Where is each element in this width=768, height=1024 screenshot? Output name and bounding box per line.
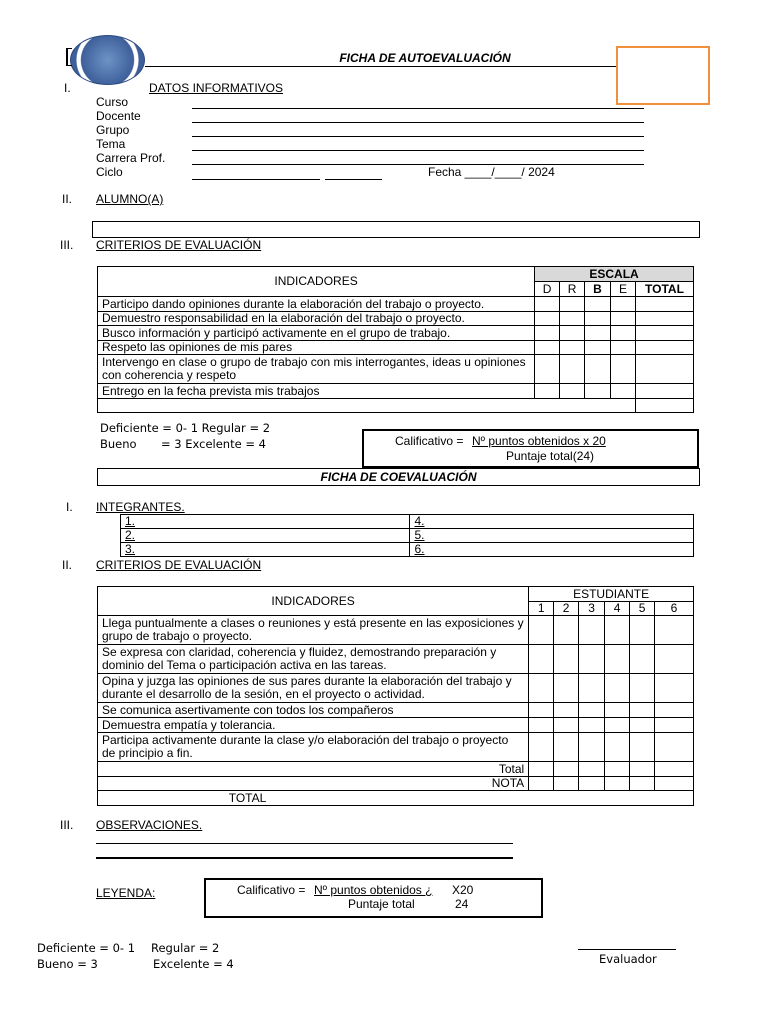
section-heading: OBSERVACIONES. <box>96 818 203 832</box>
nota-label: NOTA <box>98 777 529 791</box>
calificativo-label: Calificativo = <box>237 883 306 897</box>
section-heading: CRITERIOS DE EVALUACIÓN <box>96 558 262 572</box>
section-number: II. <box>62 192 73 206</box>
evaluador-label: Evaluador <box>599 952 657 966</box>
section-heading: INTEGRANTES. <box>96 500 185 514</box>
indicadores-header: INDICADORES <box>98 587 529 616</box>
calificativo-formula: Nº puntos obtenidos ¿ <box>314 883 433 897</box>
field-label-tema: Tema <box>96 137 126 151</box>
section-number: III. <box>60 818 74 832</box>
scale-legend-regular: Regular = 2 <box>151 941 220 955</box>
total-row-label <box>98 399 636 413</box>
field-label-docente: Docente <box>96 109 141 123</box>
section-number: I. <box>64 81 71 95</box>
student-col: 4 <box>605 602 630 616</box>
section-heading: DATOS INFORMATIVOS <box>149 81 284 95</box>
indicator-row: Busco información y participó activamente en el grupo de trabajo. <box>98 326 535 341</box>
institution-logo <box>70 35 145 85</box>
section-number: II. <box>62 558 73 572</box>
field-line-tema[interactable] <box>192 150 644 151</box>
observaciones-line[interactable] <box>96 843 513 844</box>
field-line-ciclo-b[interactable] <box>325 179 382 180</box>
member-slot[interactable]: 2. <box>121 529 410 543</box>
student-col: 6 <box>655 602 694 616</box>
indicator-row: Se comunica asertivamente con todos los compañeros <box>98 703 529 718</box>
calificativo-label: Calificativo = <box>395 434 464 448</box>
total-label: Total <box>98 762 529 777</box>
puntaje-total-label: Puntaje total(24) <box>506 449 595 463</box>
section-heading: CRITERIOS DE EVALUACIÓN <box>96 238 262 252</box>
student-col: 5 <box>630 602 655 616</box>
coevaluacion-title: FICHA DE COEVALUACIÓN <box>320 470 477 484</box>
alumno-input-box[interactable] <box>92 221 700 238</box>
integrantes-table <box>120 514 694 557</box>
title-underline <box>145 66 617 67</box>
scale-col-d: D <box>535 282 560 297</box>
member-slot[interactable]: 1. <box>121 515 410 529</box>
field-line-ciclo-a[interactable] <box>192 179 320 180</box>
calificativo-multiplier: X20 <box>452 883 474 897</box>
scale-col-total: TOTAL <box>635 282 693 297</box>
section-number: I. <box>66 500 73 514</box>
scale-legend-deficiente: Deficiente = 0- 1 <box>37 941 136 955</box>
escala-header: ESCALA <box>535 267 694 282</box>
coevaluacion-table <box>97 586 694 806</box>
indicator-row: Participa activamente durante la clase y/o elaboración del trabajo o proyecto de principio a fin. <box>98 733 529 762</box>
field-label-carrera: Carrera Prof. <box>96 151 166 165</box>
autoevaluacion-table <box>97 266 694 413</box>
scale-legend-excelente: Excelente = 4 <box>153 957 234 971</box>
puntaje-total-value: 24 <box>455 897 469 911</box>
leyenda-label: LEYENDA: <box>96 886 156 900</box>
grand-total-label: TOTAL <box>98 791 694 806</box>
indicator-row: Intervengo en clase o grupo de trabajo con mis interrogantes, ideas u opiniones con coherencia y respeto <box>98 355 535 384</box>
member-slot[interactable]: 5. <box>410 529 694 543</box>
member-slot[interactable]: 6. <box>410 543 694 557</box>
member-slot[interactable]: 3. <box>121 543 410 557</box>
indicator-row: Opina y juzga las opiniones de sus pares durante la elaboración del trabajo y durante el desarrollo de la sesión, en el proyecto o actividad. <box>98 674 529 703</box>
scale-legend-line2-b: = 3 Excelente = 4 <box>161 437 266 451</box>
fecha-field[interactable]: Fecha ____/____/ 2024 <box>428 165 555 179</box>
student-col: 3 <box>579 602 605 616</box>
indicator-row: Demuestra empatía y tolerancia. <box>98 718 529 733</box>
field-label-ciclo: Ciclo <box>96 165 123 179</box>
student-col: 1 <box>529 602 554 616</box>
field-line-docente[interactable] <box>192 122 644 123</box>
observaciones-line[interactable] <box>96 857 513 859</box>
section-number: III. <box>60 238 74 252</box>
indicadores-header: INDICADORES <box>98 267 535 297</box>
autoevaluacion-title: FICHA DE AUTOEVALUACIÓN <box>339 51 511 65</box>
field-label-curso: Curso <box>96 95 129 109</box>
scale-legend-line1: Deficiente = 0- 1 Regular = 2 <box>100 421 271 435</box>
grade-box <box>616 46 710 105</box>
scale-col-r: R <box>560 282 585 297</box>
indicator-row: Llega puntualmente a clases o reuniones y está presente en las exposiciones y grupo de trabajo o proyecto. <box>98 616 529 645</box>
scale-legend-bueno: Bueno = 3 <box>37 957 98 971</box>
field-line-curso[interactable] <box>192 108 644 109</box>
indicator-row: Demuestro responsabilidad en la elaboración del trabajo o proyecto. <box>98 312 535 326</box>
indicator-row: Entrego en la fecha prevista mis trabajos <box>98 384 535 399</box>
estudiante-header: ESTUDIANTE <box>529 587 694 602</box>
field-line-grupo[interactable] <box>192 136 644 137</box>
scale-legend-line2-a: Bueno <box>100 437 137 451</box>
section-heading: ALUMNO(A) <box>96 192 164 206</box>
scale-col-e: E <box>611 282 636 297</box>
member-slot[interactable]: 4. <box>410 515 694 529</box>
indicator-row: Respeto las opiniones de mis pares <box>98 341 535 355</box>
field-line-carrera[interactable] <box>192 164 644 165</box>
student-col: 2 <box>554 602 579 616</box>
indicator-row: Participo dando opiniones durante la elaboración del trabajo o proyecto. <box>98 297 535 312</box>
title-bracket <box>66 48 72 66</box>
indicator-row: Se expresa con claridad, coherencia y fluidez, demostrando preparación y dominio del Tema o participación activa en las tareas. <box>98 645 529 674</box>
evaluador-signature-line[interactable] <box>578 949 676 950</box>
puntaje-total-label: Puntaje total <box>348 897 415 911</box>
calificativo-formula: Nº puntos obtenidos x 20 <box>472 434 606 448</box>
total-cell[interactable] <box>635 399 693 413</box>
scale-col-b: B <box>585 282 611 297</box>
field-label-grupo: Grupo <box>96 123 130 137</box>
